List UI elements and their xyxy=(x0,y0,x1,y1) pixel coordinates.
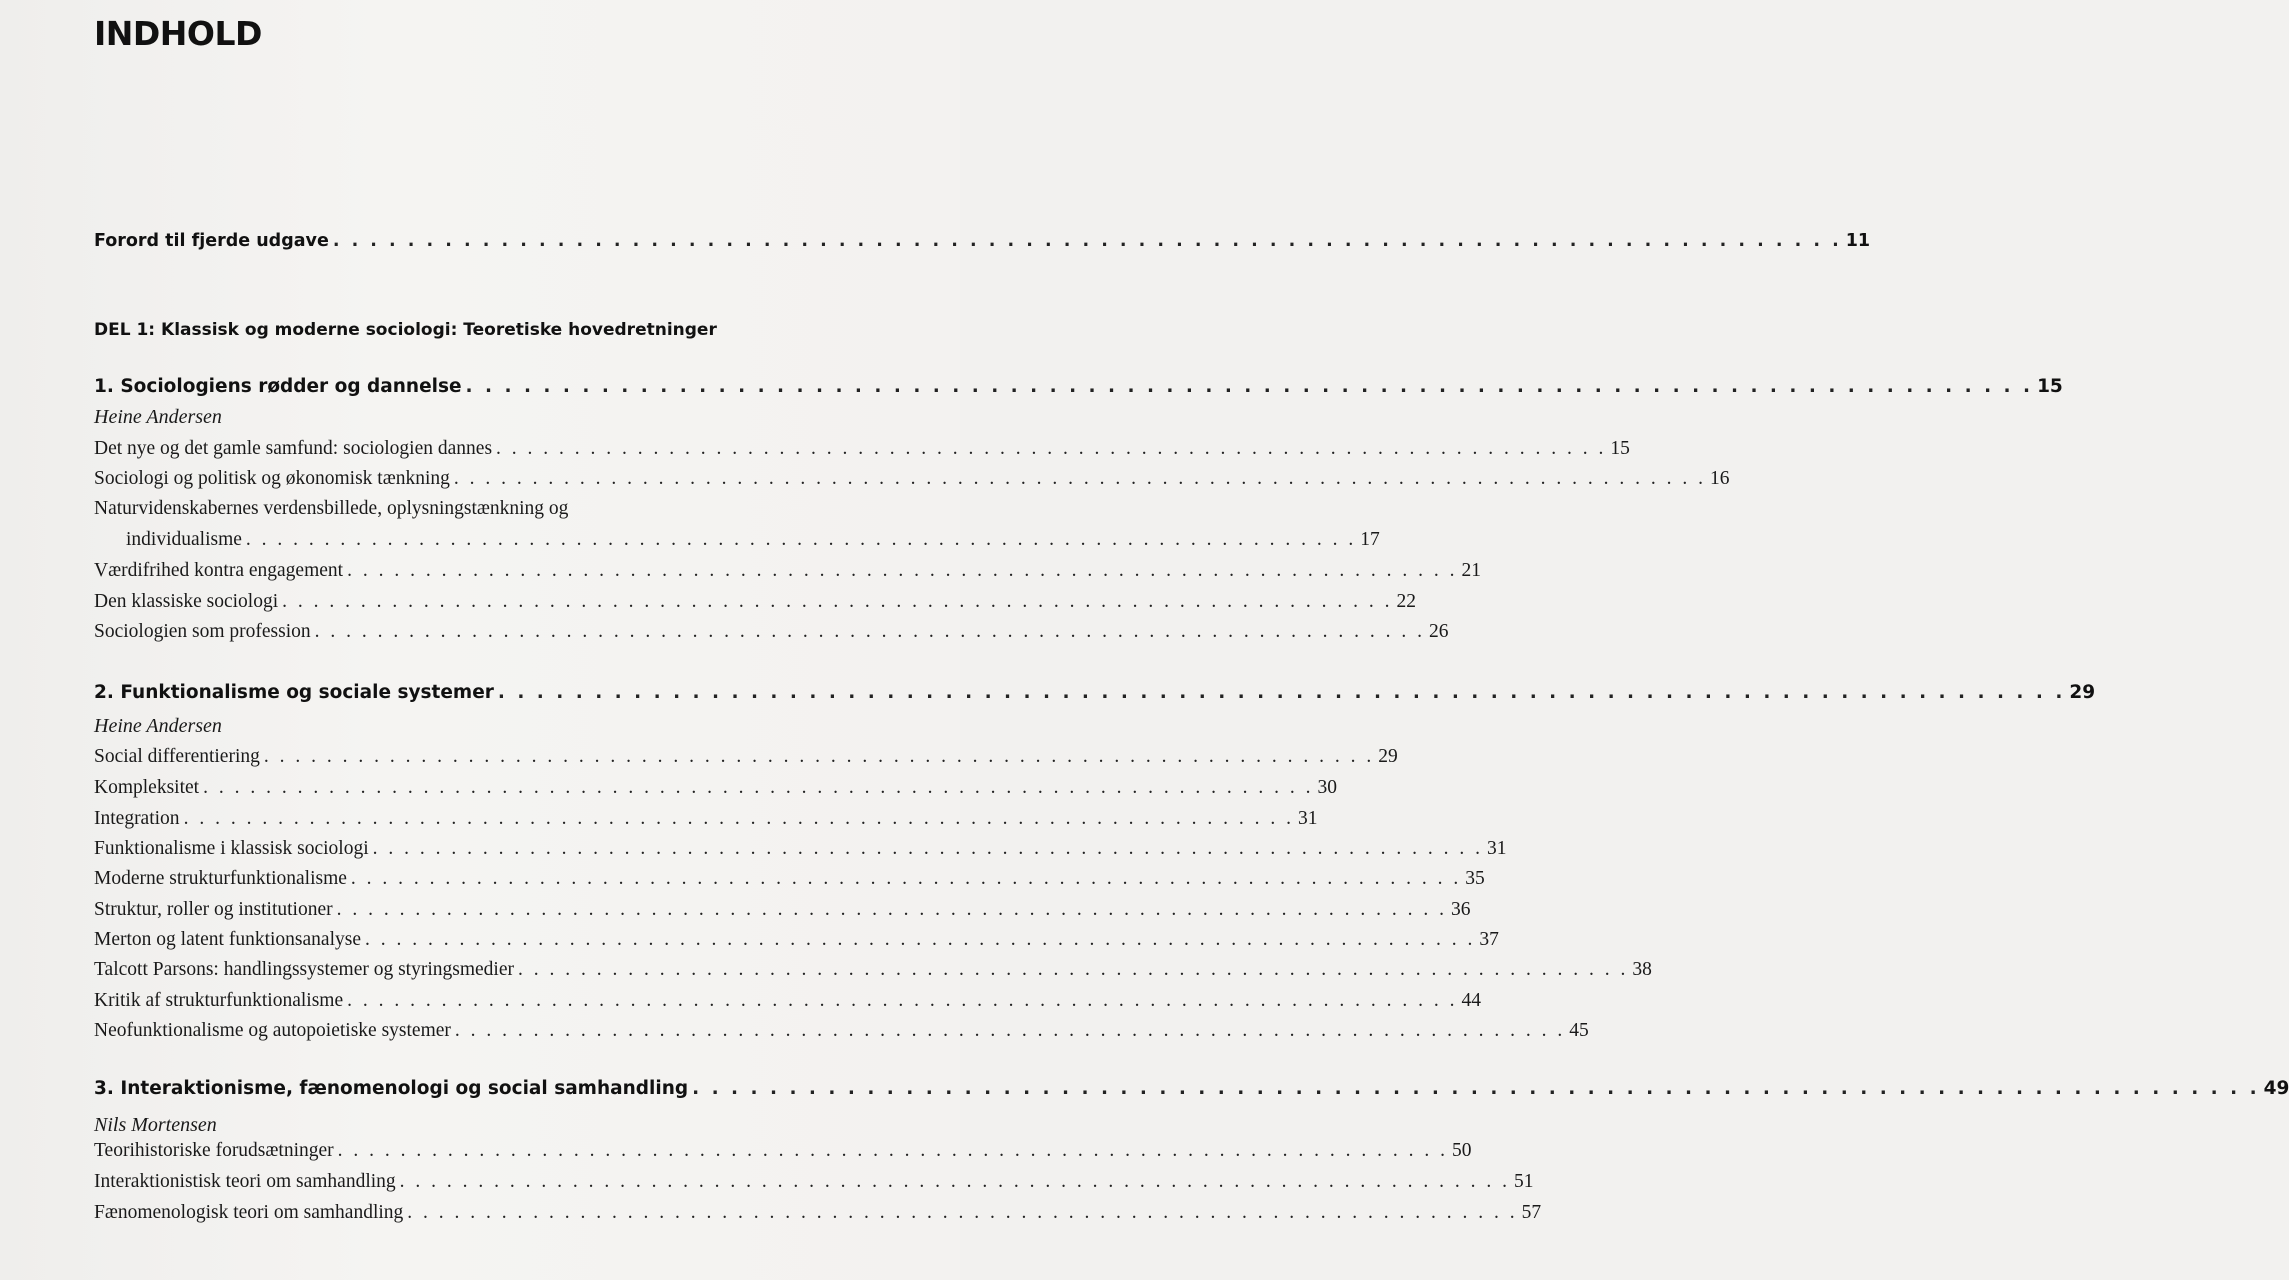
toc-entry: Funktionalisme i klassisk sociologi . . . . . . . . . . . . . . . . . . . . . . . . . . . . . . . . . . . . . . . . . . . . . . . . . . . . . . . . . . . . . . . . . . . . . . . 31 xyxy=(94,838,1507,859)
toc-entry: Kompleksitet . . . . . . . . . . . . . . . . . . . . . . . . . . . . . . . . . . . . . . . . . . . . . . . . . . . . . . . . . . . . . . . . . . . . . . . 30 xyxy=(94,777,1337,798)
toc-entry: Neofunktionalisme og autopoietiske systemer . . . . . . . . . . . . . . . . . . . . . . . . . . . . . . . . . . . . . . . . . . . . . . . . . . . . . . . . . . . . . . . . . . . . . . . 45 xyxy=(94,1020,1589,1041)
toc-entry: Fænomenologisk teori om samhandling . . . . . . . . . . . . . . . . . . . . . . . . . . . . . . . . . . . . . . . . . . . . . . . . . . . . . . . . . . . . . . . . . . . . . . . 57 xyxy=(94,1202,1542,1223)
dot-leader: . . . . . . . . . . . . . . . . . . . . . . . . . . . . . . . . . . . . . . . . . . . . . . . . . . . . . . . . . . . . . . . . . . . . . . . xyxy=(518,959,1629,980)
toc-entry-continuation: individualisme . . . . . . . . . . . . . . . . . . . . . . . . . . . . . . . . . . . . . . . . . . . . . . . . . . . . . . . . . . . . . . . . . . . . . . . 17 xyxy=(126,529,1380,550)
entry-label: Forord til fjerde udgave xyxy=(94,231,329,251)
dot-leader: . . . . . . . . . . . . . . . . . . . . . . . . . . . . . . . . . . . . . . . . . . . . . . . . . . . . . . . . . . . . . . . . . . . . . . . xyxy=(399,1171,1511,1192)
toc-entry: Struktur, roller og institutioner . . . . . . . . . . . . . . . . . . . . . . . . . . . . . . . . . . . . . . . . . . . . . . . . . . . . . . . . . . . . . . . . . . . . . . . 36 xyxy=(94,899,1471,920)
toc-entry: Interaktionistisk teori om samhandling . . . . . . . . . . . . . . . . . . . . . . . . . . . . . . . . . . . . . . . . . . . . . . . . . . . . . . . . . . . . . . . . . . . . . . . 51 xyxy=(94,1171,1534,1192)
toc-entry: Den klassiske sociologi . . . . . . . . . . . . . . . . . . . . . . . . . . . . . . . . . . . . . . . . . . . . . . . . . . . . . . . . . . . . . . . . . . . . . . . 22 xyxy=(94,591,1417,612)
dot-leader: . . . . . . . . . . . . . . . . . . . . . . . . . . . . . . . . . . . . . . . . . . . . . . . . . . . . . . . . . . . . . . . . . . . . . . . . . . . . . . . . xyxy=(453,468,1707,489)
part-heading: DEL 1: Klassisk og moderne sociologi: Teoretiske hovedretninger xyxy=(94,320,717,340)
toc-entry: Social differentiering . . . . . . . . . . . . . . . . . . . . . . . . . . . . . . . . . . . . . . . . . . . . . . . . . . . . . . . . . . . . . . . . . . . . . . . 29 xyxy=(94,746,1398,767)
toc-entry: Det nye og det gamle samfund: sociologien dannes . . . . . . . . . . . . . . . . . . . . . . . . . . . . . . . . . . . . . . . . . . . . . . . . . . . . . . . . . . . . . . . . . . . . . . . 15 xyxy=(94,438,1630,459)
dot-leader: . . . . . . . . . . . . . . . . . . . . . . . . . . . . . . . . . . . . . . . . . . . . . . . . . . . . . . . . . . . . . . . . . . . . . . . xyxy=(496,438,1607,459)
dot-leader: . . . . . . . . . . . . . . . . . . . . . . . . . . . . . . . . . . . . . . . . . . . . . . . . . . . . . . . . . . . . . . . . . . . . . . . xyxy=(372,838,1484,859)
toc-entry: Moderne strukturfunktionalisme . . . . . . . . . . . . . . . . . . . . . . . . . . . . . . . . . . . . . . . . . . . . . . . . . . . . . . . . . . . . . . . . . . . . . . . 35 xyxy=(94,868,1485,889)
entry-page-number: 11 xyxy=(1845,231,1871,251)
toc-entry: Kritik af strukturfunktionalisme . . . . . . . . . . . . . . . . . . . . . . . . . . . . . . . . . . . . . . . . . . . . . . . . . . . . . . . . . . . . . . . . . . . . . . . 44 xyxy=(94,990,1481,1011)
toc-entry-foreword xyxy=(94,231,1871,251)
dot-leader: . . . . . . . . . . . . . . . . . . . . . . . . . . . . . . . . . . . . . . . . . . . . . . . . . . . . . . . . . . . . . . . . . . . . . . . xyxy=(337,1140,1449,1161)
toc-entry-first-line: Naturvidenskabernes verdensbillede, oplysningstænkning og xyxy=(94,498,569,519)
dot-leader: . . . . . . . . . . . . . . . . . . . . . . . . . . . . . . . . . . . . . . . . . . . . . . . . . . . . . . . . . . . . . . . . . . . . . . . xyxy=(347,990,1458,1011)
dot-leader: . . . . . . . . . . . . . . . . . . . . . . . . . . . . . . . . . . . . . . . . . . . . . . . . . . . . . . . . . . . . . . . . . . . . . . . xyxy=(336,899,1447,920)
toc-entry: Teorihistoriske forudsætninger . . . . . . . . . . . . . . . . . . . . . . . . . . . . . . . . . . . . . . . . . . . . . . . . . . . . . . . . . . . . . . . . . . . . . . . 50 xyxy=(94,1140,1472,1161)
toc-entry: Merton og latent funktionsanalyse . . . . . . . . . . . . . . . . . . . . . . . . . . . . . . . . . . . . . . . . . . . . . . . . . . . . . . . . . . . . . . . . . . . . . . . 37 xyxy=(94,929,1499,950)
dot-leader: . . . . . . . . . . . . . . . . . . . . . . . . . . . . . . . . . . . . . . . . . . . . . . . . . . . . . . . . . . . . . . . . . . . . . . . xyxy=(314,621,1426,642)
dot-leader: . . . . . . . . . . . . . . . . . . . . . . . . . . . . . . . . . . . . . . . . . . . . . . . . . . . . . . . . . . . . . . . . . . . . . . . . . . . . . . . . . xyxy=(465,376,2034,397)
dot-leader: . . . . . . . . . . . . . . . . . . . . . . . . . . . . . . . . . . . . . . . . . . . . . . . . . . . . . . . . . . . . . . . . . . . . . . . . . . . . . . . . . xyxy=(497,682,2066,703)
dot-leader: . . . . . . . . . . . . . . . . . . . . . . . . . . . . . . . . . . . . . . . . . . . . . . . . . . . . . . . . . . . . . . . . . . . . . . . xyxy=(263,746,1375,767)
toc-entry: Integration . . . . . . . . . . . . . . . . . . . . . . . . . . . . . . . . . . . . . . . . . . . . . . . . . . . . . . . . . . . . . . . . . . . . . . . 31 xyxy=(94,808,1318,829)
dot-leader: . . . . . . . . . . . . . . . . . . . . . . . . . . . . . . . . . . . . . . . . . . . . . . . . . . . . . . . . . . . . . . . . . . . . . . . xyxy=(245,529,1357,550)
dot-leader: . . . . . . . . . . . . . . . . . . . . . . . . . . . . . . . . . . . . . . . . . . . . . . . . . . . . . . . . . . . . . . . . . . . . . . . xyxy=(350,868,1462,889)
dot-leader: . . . . . . . . . . . . . . . . . . . . . . . . . . . . . . . . . . . . . . . . . . . . . . . . . . . . . . . . . . . . . . . . . . . . . . . . . . . . . . . . . xyxy=(332,231,1842,251)
toc-entry: Værdifrihed kontra engagement . . . . . . . . . . . . . . . . . . . . . . . . . . . . . . . . . . . . . . . . . . . . . . . . . . . . . . . . . . . . . . . . . . . . . . . 21 xyxy=(94,560,1481,581)
dot-leader: . . . . . . . . . . . . . . . . . . . . . . . . . . . . . . . . . . . . . . . . . . . . . . . . . . . . . . . . . . . . . . . . . . . . . . . xyxy=(407,1202,1518,1223)
chapter-heading: 3. Interaktionisme, fænomenologi og social samhandling . . . . . . . . . . . . . . . . . . . . . . . . . . . . . . . . . . . . . . . . . . . . . . . . . . . . . . . . . . . . . . . . . . . . . . . . . . . . . . . . . 49 xyxy=(94,1078,2289,1099)
chapter-heading: 2. Funktionalisme og sociale systemer . . . . . . . . . . . . . . . . . . . . . . . . . . . . . . . . . . . . . . . . . . . . . . . . . . . . . . . . . . . . . . . . . . . . . . . . . . . . . . . . . 29 xyxy=(94,682,2096,703)
toc-entry: Sociologien som profession . . . . . . . . . . . . . . . . . . . . . . . . . . . . . . . . . . . . . . . . . . . . . . . . . . . . . . . . . . . . . . . . . . . . . . . 26 xyxy=(94,621,1449,642)
dot-leader: . . . . . . . . . . . . . . . . . . . . . . . . . . . . . . . . . . . . . . . . . . . . . . . . . . . . . . . . . . . . . . . . . . . . . . . xyxy=(454,1020,1566,1041)
dot-leader: . . . . . . . . . . . . . . . . . . . . . . . . . . . . . . . . . . . . . . . . . . . . . . . . . . . . . . . . . . . . . . . . . . . . . . . xyxy=(364,929,1476,950)
dot-leader: . . . . . . . . . . . . . . . . . . . . . . . . . . . . . . . . . . . . . . . . . . . . . . . . . . . . . . . . . . . . . . . . . . . . . . . xyxy=(282,591,1393,612)
chapter-author: Heine Andersen xyxy=(94,406,222,428)
page-title: INDHOLD xyxy=(94,14,262,53)
chapter-heading: 1. Sociologiens rødder og dannelse . . . . . . . . . . . . . . . . . . . . . . . . . . . . . . . . . . . . . . . . . . . . . . . . . . . . . . . . . . . . . . . . . . . . . . . . . . . . . . . . . 15 xyxy=(94,376,2063,397)
chapter-author: Nils Mortensen xyxy=(94,1114,217,1136)
chapter-author: Heine Andersen xyxy=(94,715,222,737)
dot-leader: . . . . . . . . . . . . . . . . . . . . . . . . . . . . . . . . . . . . . . . . . . . . . . . . . . . . . . . . . . . . . . . . . . . . . . . xyxy=(347,560,1458,581)
dot-leader: . . . . . . . . . . . . . . . . . . . . . . . . . . . . . . . . . . . . . . . . . . . . . . . . . . . . . . . . . . . . . . . . . . . . . . . . . . . . . . . . . xyxy=(692,1078,2260,1099)
toc-entry: Talcott Parsons: handlingssystemer og styringsmedier . . . . . . . . . . . . . . . . . . . . . . . . . . . . . . . . . . . . . . . . . . . . . . . . . . . . . . . . . . . . . . . . . . . . . . . 38 xyxy=(94,959,1652,980)
toc-entry: Sociologi og politisk og økonomisk tænkning . . . . . . . . . . . . . . . . . . . . . . . . . . . . . . . . . . . . . . . . . . . . . . . . . . . . . . . . . . . . . . . . . . . . . . . . . . . . . . . . 16 xyxy=(94,468,1730,489)
dot-leader: . . . . . . . . . . . . . . . . . . . . . . . . . . . . . . . . . . . . . . . . . . . . . . . . . . . . . . . . . . . . . . . . . . . . . . . xyxy=(203,777,1314,798)
dot-leader: . . . . . . . . . . . . . . . . . . . . . . . . . . . . . . . . . . . . . . . . . . . . . . . . . . . . . . . . . . . . . . . . . . . . . . . xyxy=(183,808,1294,829)
